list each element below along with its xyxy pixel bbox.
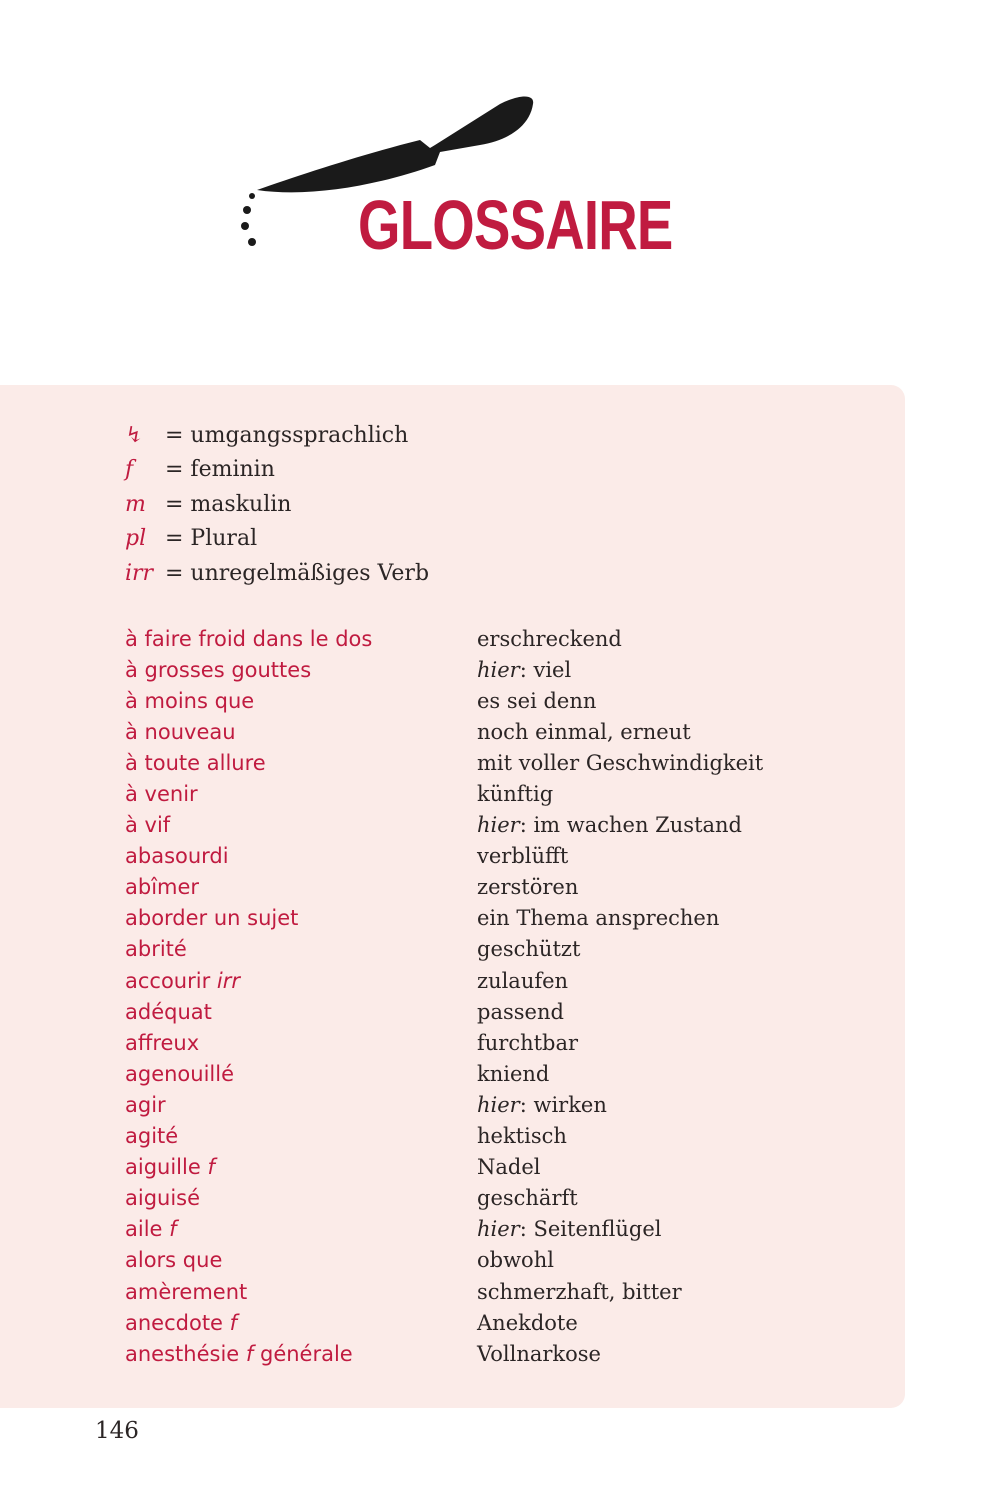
french-term-continuation: générale bbox=[259, 1341, 353, 1366]
german-translation-text: : im wachen Zustand bbox=[519, 813, 743, 838]
german-translation-text: schmerzhaft, bitter bbox=[477, 1279, 682, 1304]
legend-description: = unregelmäßiges Verb bbox=[165, 560, 430, 586]
french-term bbox=[125, 1342, 477, 1366]
french-term bbox=[125, 751, 477, 775]
german-translation bbox=[477, 813, 742, 837]
french-term-text: abîmer bbox=[125, 875, 200, 900]
glossary-entry bbox=[125, 1027, 825, 1058]
german-translation-text: geschärft bbox=[477, 1186, 578, 1211]
german-translation-text: : Seitenflügel bbox=[519, 1217, 662, 1242]
grammar-marker: f bbox=[207, 1155, 215, 1180]
german-translation-text: furchtbar bbox=[477, 1030, 579, 1055]
german-translation-text: verblüfft bbox=[477, 844, 569, 869]
german-translation bbox=[477, 906, 719, 930]
french-term bbox=[125, 1311, 477, 1335]
glossary-entry bbox=[125, 996, 825, 1027]
abbreviation-legend bbox=[125, 418, 429, 591]
french-term-text: accourir bbox=[125, 968, 211, 993]
french-term bbox=[125, 1093, 477, 1117]
german-translation bbox=[477, 969, 568, 993]
german-translation bbox=[477, 1217, 662, 1241]
german-translation bbox=[477, 782, 553, 806]
legend-row bbox=[125, 522, 429, 557]
french-term bbox=[125, 813, 477, 837]
french-term bbox=[125, 969, 477, 993]
grammar-marker: f bbox=[169, 1217, 177, 1242]
legend-abbreviation: f bbox=[125, 457, 134, 483]
german-translation bbox=[477, 658, 571, 682]
german-translation-text: mit voller Geschwindigkeit bbox=[477, 750, 764, 775]
legend-row bbox=[125, 418, 429, 453]
french-term-text: à moins que bbox=[125, 688, 255, 713]
french-term-text: à venir bbox=[125, 782, 198, 807]
glossary-entry bbox=[125, 1089, 825, 1120]
german-translation bbox=[477, 1311, 578, 1335]
german-translation-text: zulaufen bbox=[477, 968, 569, 993]
glossary-entry bbox=[125, 810, 825, 841]
german-translation bbox=[477, 689, 596, 713]
glossary-entry bbox=[125, 685, 825, 716]
french-term-text: abasourdi bbox=[125, 844, 229, 869]
french-term-text: amèrement bbox=[125, 1279, 248, 1304]
german-translation-text: Anekdote bbox=[477, 1310, 578, 1335]
legend-row bbox=[125, 487, 429, 522]
french-term-text: aile bbox=[125, 1217, 163, 1242]
german-translation bbox=[477, 1062, 549, 1086]
french-term-text: anesthésie bbox=[125, 1341, 240, 1366]
german-translation bbox=[477, 1280, 682, 1304]
german-translation bbox=[477, 627, 622, 651]
glossary-entry bbox=[125, 1338, 825, 1369]
glossary-entry bbox=[125, 1183, 825, 1214]
german-translation-text: passend bbox=[477, 999, 564, 1024]
german-translation-text: hektisch bbox=[477, 1124, 567, 1149]
legend-abbreviation: irr bbox=[125, 560, 154, 586]
glossary-entry bbox=[125, 841, 825, 872]
glossary-entry bbox=[125, 1058, 825, 1089]
page-number: 146 bbox=[95, 1418, 139, 1444]
grammar-marker: irr bbox=[216, 968, 241, 993]
german-translation-text: geschützt bbox=[477, 937, 581, 962]
glossary-entry bbox=[125, 716, 825, 747]
french-term bbox=[125, 844, 477, 868]
french-term-text: agité bbox=[125, 1124, 179, 1149]
legend-description: = maskulin bbox=[165, 491, 292, 517]
french-term-text: à nouveau bbox=[125, 719, 236, 744]
legend-row bbox=[125, 556, 429, 591]
french-term bbox=[125, 627, 477, 651]
german-translation-text: Vollnarkose bbox=[477, 1341, 601, 1366]
french-term-text: à faire froid dans le dos bbox=[125, 626, 373, 651]
french-term-text: anecdote bbox=[125, 1310, 223, 1335]
french-term bbox=[125, 875, 477, 899]
german-translation-text: erschreckend bbox=[477, 626, 622, 651]
german-translation-text: kniend bbox=[477, 1061, 550, 1086]
glossary-entry bbox=[125, 1307, 825, 1338]
glossary-entry bbox=[125, 654, 825, 685]
french-term-text: aborder un sujet bbox=[125, 906, 299, 931]
french-term bbox=[125, 1031, 477, 1055]
french-term-text: à grosses gouttes bbox=[125, 657, 312, 682]
french-term bbox=[125, 1280, 477, 1304]
french-term bbox=[125, 1186, 477, 1210]
legend-description: = feminin bbox=[165, 457, 275, 483]
french-term bbox=[125, 1248, 477, 1272]
french-term bbox=[125, 689, 477, 713]
legend-description: = Plural bbox=[165, 526, 258, 552]
glossary-entry bbox=[125, 903, 825, 934]
german-translation-text: es sei denn bbox=[477, 688, 597, 713]
german-translation-text: : viel bbox=[519, 657, 572, 682]
french-term-text: agenouillé bbox=[125, 1061, 235, 1086]
french-term-text: alors que bbox=[125, 1248, 223, 1273]
french-term bbox=[125, 1000, 477, 1024]
french-term-text: adéquat bbox=[125, 999, 212, 1024]
french-term bbox=[125, 658, 477, 682]
german-translation bbox=[477, 937, 580, 961]
french-term bbox=[125, 1124, 477, 1148]
glossary-entry bbox=[125, 1245, 825, 1276]
glossary-entries bbox=[125, 623, 825, 1369]
glossary-entry bbox=[125, 965, 825, 996]
german-translation-text: noch einmal, erneut bbox=[477, 719, 691, 744]
grammar-marker: f bbox=[229, 1310, 238, 1335]
german-translation bbox=[477, 751, 763, 775]
french-term bbox=[125, 937, 477, 961]
glossary-entry bbox=[125, 1152, 825, 1183]
legend-abbreviation: pl bbox=[125, 526, 147, 552]
page-title: GLOSSAIRE bbox=[358, 186, 673, 264]
german-translation bbox=[477, 1093, 607, 1117]
legend-abbreviation: ↯ bbox=[125, 422, 144, 448]
french-term-text: aiguisé bbox=[125, 1186, 201, 1211]
german-translation bbox=[477, 1124, 567, 1148]
german-translation-text: zerstören bbox=[477, 875, 579, 900]
usage-note: hier bbox=[477, 1092, 520, 1117]
glossary-entry bbox=[125, 1121, 825, 1152]
french-term-text: abrité bbox=[125, 937, 187, 962]
german-translation bbox=[477, 1186, 578, 1210]
glossary-entry bbox=[125, 747, 825, 778]
german-translation bbox=[477, 875, 578, 899]
french-term bbox=[125, 906, 477, 930]
glossary-entry bbox=[125, 934, 825, 965]
glossary-entry bbox=[125, 1276, 825, 1307]
grammar-marker: f bbox=[245, 1341, 254, 1366]
french-term bbox=[125, 1217, 477, 1241]
french-term-text: à vif bbox=[125, 813, 171, 838]
glossary-header bbox=[230, 90, 673, 310]
glossary-entry bbox=[125, 872, 825, 903]
french-term-text: aiguille bbox=[125, 1155, 201, 1180]
usage-note: hier bbox=[477, 813, 520, 838]
french-term bbox=[125, 782, 477, 806]
german-translation-text: künftig bbox=[477, 782, 554, 807]
french-term-text: affreux bbox=[125, 1030, 200, 1055]
german-translation-text: : wirken bbox=[519, 1092, 607, 1117]
legend-abbreviation: m bbox=[125, 491, 146, 517]
glossary-entry bbox=[125, 1214, 825, 1245]
french-term bbox=[125, 1155, 477, 1179]
german-translation bbox=[477, 1000, 564, 1024]
glossary-entry bbox=[125, 623, 825, 654]
french-term bbox=[125, 1062, 477, 1086]
german-translation-text: Nadel bbox=[477, 1155, 541, 1180]
german-translation bbox=[477, 1031, 578, 1055]
legend-description: = umgangssprachlich bbox=[165, 422, 409, 448]
french-term-text: à toute allure bbox=[125, 750, 266, 775]
usage-note: hier bbox=[477, 657, 520, 682]
german-translation bbox=[477, 844, 568, 868]
french-term-text: agir bbox=[125, 1092, 166, 1117]
german-translation-text: ein Thema ansprechen bbox=[477, 906, 720, 931]
german-translation bbox=[477, 720, 691, 744]
german-translation-text: obwohl bbox=[477, 1248, 554, 1273]
german-translation bbox=[477, 1248, 554, 1272]
german-translation bbox=[477, 1342, 601, 1366]
glossary-entry bbox=[125, 778, 825, 809]
legend-row bbox=[125, 453, 429, 488]
french-term bbox=[125, 720, 477, 744]
usage-note: hier bbox=[477, 1217, 520, 1242]
german-translation bbox=[477, 1155, 540, 1179]
